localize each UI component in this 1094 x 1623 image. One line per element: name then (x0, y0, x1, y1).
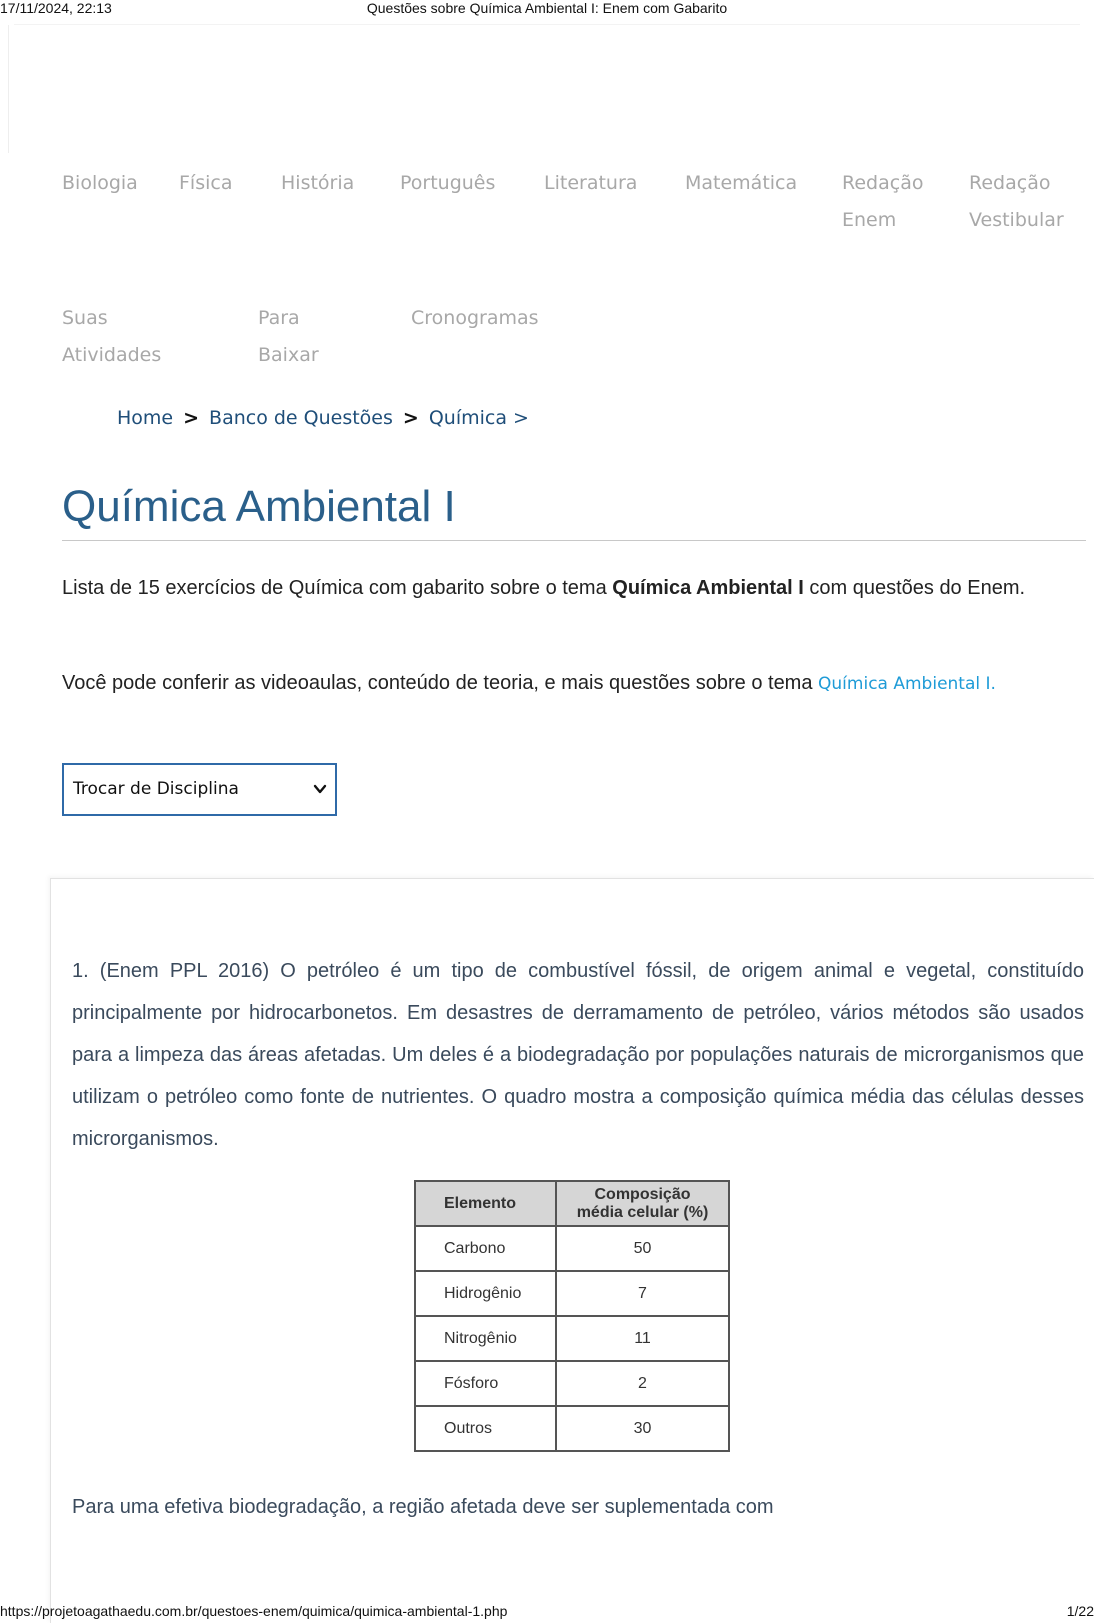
nav-cronogramas[interactable]: Cronogramas (411, 307, 539, 329)
header-divider (14, 24, 1080, 25)
nav-redacao-vestibular[interactable]: Redação Vestibular (969, 172, 1064, 231)
nav-para-baixar[interactable]: Para Baixar (258, 307, 319, 366)
table-header-composicao: Composição média celular (%) (556, 1181, 729, 1226)
intro-suffix: com questões do Enem. (803, 577, 1026, 599)
question-1-statement: 1. (Enem PPL 2016) O petróleo é um tipo de combustível fóssil, de origem animal e vegetal, constituído principalmente por hidrocarbonetos. Em desastres de derramamento de petróleo, vários métodos são usados para a limpeza das áreas afetadas. Um deles é a biodegradação por populações naturais de microrganismos que utilizam o petróleo como fonte de nutrientes. O quadro mostra a composição química média das células desses microrganismos. (72, 960, 1084, 1150)
nav-suas-atividades[interactable]: Suas Atividades (62, 307, 162, 366)
table-cell-element: Fósforo (415, 1361, 556, 1406)
chevron-down-icon (313, 765, 327, 835)
breadcrumb-separator: > (402, 407, 419, 429)
table-cell-element: Outros (415, 1406, 556, 1451)
table-cell-value: 11 (556, 1316, 729, 1361)
topic-link[interactable]: Química Ambiental I. (818, 674, 996, 694)
logo-placeholder (8, 25, 10, 153)
table-row (415, 1406, 729, 1451)
table-row (415, 1316, 729, 1361)
table-cell-value: 2 (556, 1361, 729, 1406)
breadcrumb (117, 407, 529, 429)
nav-biologia[interactable]: Biologia (62, 172, 138, 194)
table-cell-value: 7 (556, 1271, 729, 1316)
table-header-elemento: Elemento (415, 1181, 556, 1226)
print-doc-title: Questões sobre Química Ambiental I: Enem com Gabarito (366, 0, 728, 16)
question-1-prompt: Para uma efetiva biodegradação, a região afetada deve ser suplementada com (72, 1496, 774, 1518)
nav-historia[interactable]: História (281, 172, 355, 194)
breadcrumb-separator: > (183, 407, 200, 429)
intro-paragraph (62, 572, 1082, 605)
print-footer (0, 1603, 1094, 1623)
table-row (415, 1226, 729, 1271)
table-cell-value: 30 (556, 1406, 729, 1451)
breadcrumb-home[interactable]: Home (117, 407, 174, 429)
table-cell-element: Hidrogênio (415, 1271, 556, 1316)
print-datetime: 17/11/2024, 22:13 (0, 0, 112, 16)
intro-paragraph-2 (62, 666, 1082, 701)
table-cell-value: 50 (556, 1226, 729, 1271)
nav-portugues[interactable]: Português (400, 172, 496, 194)
nav-fisica[interactable]: Física (179, 172, 233, 194)
nav-literatura[interactable]: Literatura (544, 172, 638, 194)
title-divider (62, 540, 1086, 541)
intro2-prefix: Você pode conferir as videoaulas, conteúdo de teoria, e mais questões sobre o tema (62, 672, 819, 694)
intro-topic: Química Ambiental I (612, 577, 804, 599)
print-page-number: 1/22 (1066, 1603, 1094, 1619)
page-title: Química Ambiental I (62, 482, 456, 531)
discipline-select[interactable] (62, 763, 337, 816)
nav-redacao-enem[interactable]: Redação Enem (842, 172, 924, 231)
composition-table (414, 1180, 730, 1452)
table-header-row (415, 1181, 729, 1226)
intro-prefix: Lista de 15 exercícios de Química com gabarito sobre o tema (62, 577, 613, 599)
nav-matematica[interactable]: Matemática (685, 172, 798, 194)
table-cell-element: Nitrogênio (415, 1316, 556, 1361)
table-row (415, 1271, 729, 1316)
breadcrumb-quimica[interactable]: Química > (428, 407, 529, 429)
print-url: https://projetoagathaedu.com.br/questoes-enem/quimica/quimica-ambiental-1.php (0, 1603, 508, 1619)
table-row (415, 1361, 729, 1406)
print-header (0, 0, 1094, 20)
table-cell-element: Carbono (415, 1226, 556, 1271)
discipline-select-value: Trocar de Disciplina (73, 779, 239, 799)
breadcrumb-banco-questoes[interactable]: Banco de Questões (209, 407, 393, 429)
